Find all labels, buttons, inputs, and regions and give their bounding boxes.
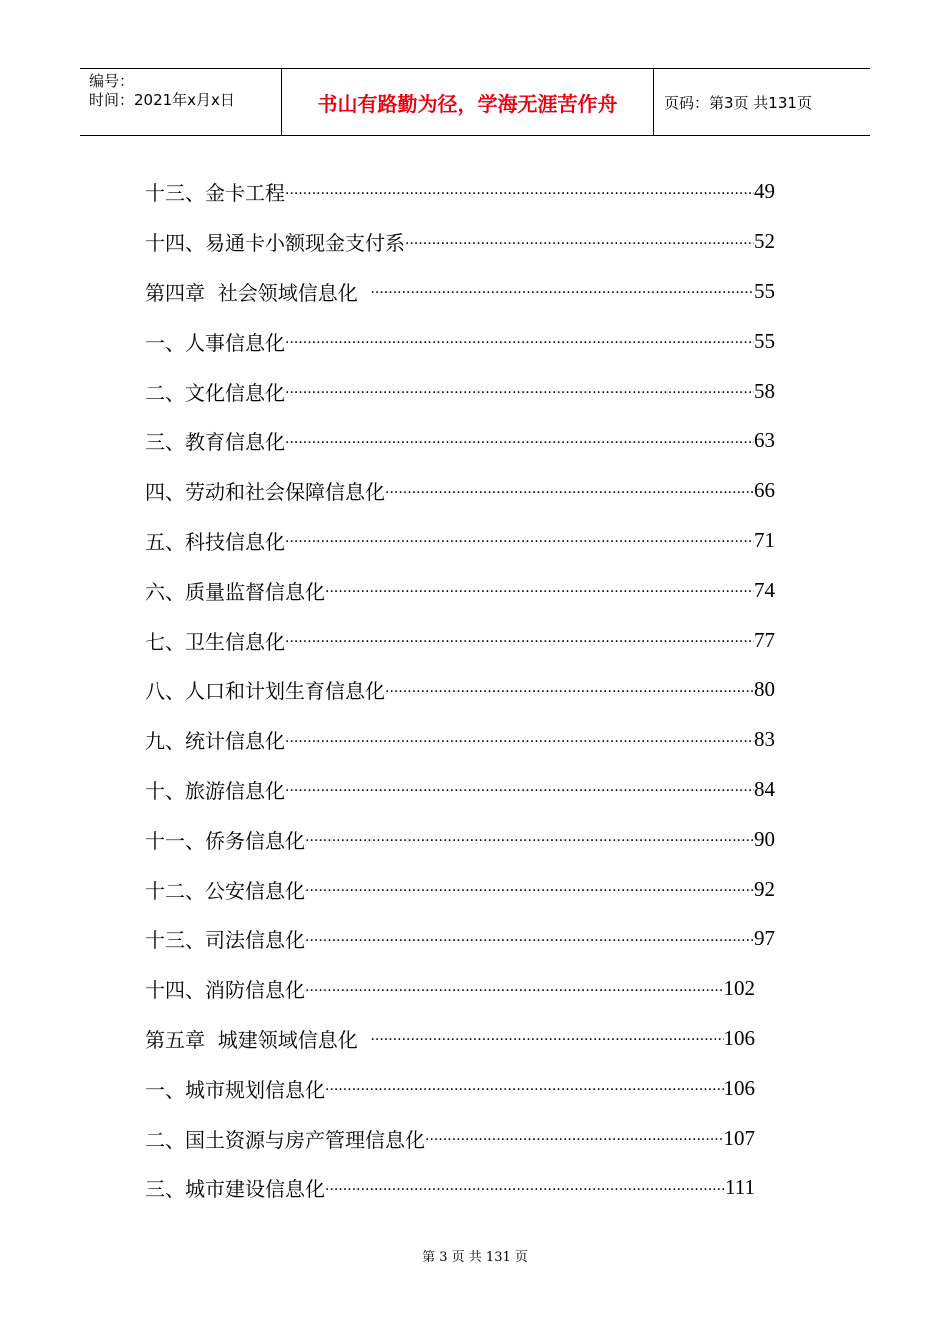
toc-leader-dots	[325, 578, 754, 602]
toc-leader-dots	[325, 1176, 725, 1200]
toc-entry-page: 111	[725, 1175, 755, 1200]
toc-entry-title: 一、城市规划信息化	[145, 1077, 325, 1102]
toc-entry[interactable]	[145, 1063, 775, 1113]
toc-entry-page: 80	[754, 677, 775, 702]
toc-entry-title: 十一、侨务信息化	[145, 828, 305, 853]
page-footer: 第 3 页 共 131 页	[422, 1250, 528, 1265]
toc-leader-dots	[385, 479, 754, 503]
number-label: 编号：	[89, 72, 135, 90]
toc-entry-page: 92	[754, 876, 775, 901]
header-meta-cell	[80, 69, 282, 135]
toc-entry-page: 77	[754, 627, 775, 652]
toc-entry-title: 十三、司法信息化	[145, 928, 305, 953]
toc-entry[interactable]	[145, 864, 775, 914]
toc-entry-page: 84	[754, 776, 775, 801]
toc-entry-title: 十三、金卡工程	[145, 181, 285, 206]
toc-leader-dots	[285, 777, 754, 801]
toc-entry[interactable]	[145, 1014, 775, 1064]
toc-entry-page: 106	[723, 1075, 755, 1100]
toc-entry-page: 52	[754, 229, 775, 254]
toc-entry-title: 四、劳动和社会保障信息化	[145, 480, 385, 505]
toc-entry[interactable]	[145, 466, 775, 516]
toc-leader-dots	[370, 279, 754, 303]
toc-entry[interactable]	[145, 765, 775, 815]
toc-entry[interactable]	[145, 217, 775, 267]
toc-entry-title: 十二、公安信息化	[145, 878, 305, 903]
toc-leader-dots	[285, 728, 754, 752]
toc-leader-dots	[405, 230, 754, 254]
toc-entry-page: 55	[754, 328, 775, 353]
toc-entry-title: 二、文化信息化	[145, 380, 285, 405]
toc-entry[interactable]	[145, 814, 775, 864]
toc-entry-title: 六、质量监督信息化	[145, 579, 325, 604]
toc-entry[interactable]	[145, 416, 775, 466]
toc-entry[interactable]	[145, 964, 775, 1014]
toc-entry-title: 一、人事信息化	[145, 330, 285, 355]
toc-entry[interactable]	[145, 167, 775, 217]
toc-entry-page: 71	[754, 527, 775, 552]
toc-entry-page: 90	[754, 826, 775, 851]
toc-leader-dots	[305, 827, 754, 851]
toc-entry-page: 107	[723, 1125, 755, 1150]
header-page-info: 页码：第3页 共131页	[664, 93, 812, 112]
toc-entry-page: 106	[723, 1025, 755, 1050]
toc-entry[interactable]	[145, 565, 775, 615]
toc-entry-title: 二、国土资源与房产管理信息化	[145, 1127, 425, 1152]
toc-entry-page: 66	[754, 478, 775, 503]
toc-leader-dots	[285, 180, 754, 204]
toc-entry-title: 十四、消防信息化	[145, 978, 305, 1003]
toc-entry[interactable]	[145, 914, 775, 964]
toc-entry-page: 58	[754, 378, 775, 403]
toc-entry-title: 七、卫生信息化	[145, 629, 285, 654]
toc-leader-dots	[370, 1026, 723, 1050]
toc-leader-dots	[285, 628, 754, 652]
time-label: 时间：2021年x月x日	[89, 91, 235, 109]
toc-entry-title: 五、科技信息化	[145, 529, 285, 554]
toc-entry[interactable]	[145, 665, 775, 715]
toc-leader-dots	[425, 1126, 724, 1150]
toc-leader-dots	[285, 329, 754, 353]
toc-entry[interactable]	[145, 267, 775, 317]
toc-entry[interactable]	[145, 715, 775, 765]
toc-entry-title: 三、教育信息化	[145, 430, 285, 455]
toc-entry-title: 第四章 社会领域信息化	[145, 280, 371, 305]
toc-entry-page: 63	[754, 428, 775, 453]
toc-entry-page: 55	[754, 278, 775, 303]
toc-entry-title: 八、人口和计划生育信息化	[145, 679, 385, 704]
page-header	[80, 68, 870, 136]
toc-entry-title: 九、统计信息化	[145, 729, 285, 754]
header-motto: 书山有路勤为径，学海无涯苦作舟	[282, 69, 654, 135]
toc-entry[interactable]	[145, 1163, 775, 1213]
toc-leader-dots	[305, 977, 724, 1001]
table-of-contents	[145, 167, 775, 1213]
toc-entry-title: 十四、易通卡小额现金支付系	[145, 231, 405, 256]
toc-leader-dots	[285, 528, 754, 552]
toc-entry[interactable]	[145, 615, 775, 665]
toc-leader-dots	[325, 1076, 724, 1100]
toc-entry[interactable]	[145, 1113, 775, 1163]
toc-entry-title: 第五章 城建领域信息化	[145, 1027, 371, 1052]
toc-leader-dots	[285, 379, 754, 403]
toc-leader-dots	[385, 678, 754, 702]
toc-entry-page: 74	[754, 577, 775, 602]
toc-entry-title: 三、城市建设信息化	[145, 1177, 325, 1202]
toc-entry-page: 102	[723, 976, 755, 1001]
toc-leader-dots	[305, 877, 754, 901]
toc-entry[interactable]	[145, 516, 775, 566]
toc-entry-title: 十、旅游信息化	[145, 778, 285, 803]
toc-entry-page: 97	[754, 926, 775, 951]
toc-leader-dots	[285, 429, 754, 453]
toc-leader-dots	[305, 927, 754, 951]
toc-entry[interactable]	[145, 366, 775, 416]
toc-entry-page: 49	[754, 179, 775, 204]
toc-entry-page: 83	[754, 727, 775, 752]
toc-entry[interactable]	[145, 316, 775, 366]
